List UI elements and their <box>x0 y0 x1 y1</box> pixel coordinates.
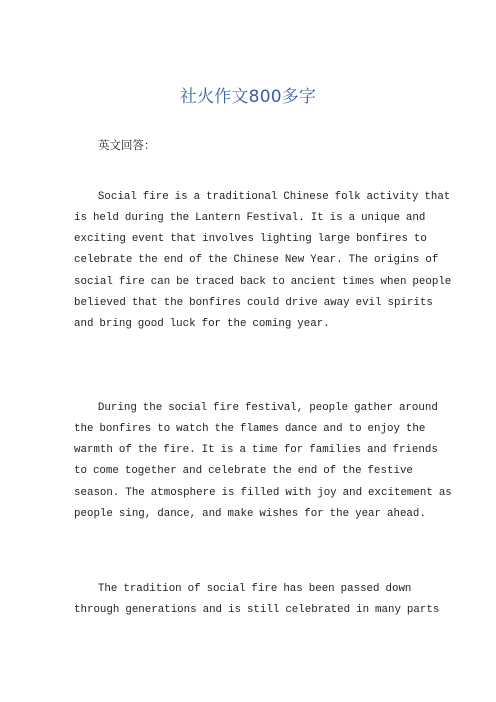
paragraph-line: to come together and celebrate the end of the festive <box>74 465 413 478</box>
paragraph-line: social fire can be traced back to ancient times when people <box>74 275 452 288</box>
paragraph-2 <box>74 398 452 525</box>
section-label: 英文回答： <box>98 138 156 152</box>
paragraph-line: During the social fire festival, people gather around <box>74 402 438 414</box>
document-title: 社火作文800多字 <box>179 87 317 107</box>
paragraph-line: celebrate the end of the Chinese New Year. The origins of <box>74 254 439 267</box>
paragraph-3 <box>74 579 440 621</box>
paragraph-line: warmth of the fire. It is a time for families and friends <box>74 444 438 457</box>
paragraph-line: The tradition of social fire has been passed down <box>74 583 412 595</box>
paragraph-line: believed that the bonfires could drive away evil spirits <box>74 296 433 309</box>
paragraph-line: is held during the Lantern Festival. It is a unique and <box>74 212 426 225</box>
paragraph-line: through generations and is still celebrated in many parts <box>74 604 440 617</box>
paragraph-line: season. The atmosphere is filled with joy and excitement as <box>74 486 452 499</box>
paragraph-line: and bring good luck for the coming year. <box>74 317 330 330</box>
paragraph-line: the bonfires to watch the flames dance and to enjoy the <box>74 423 426 436</box>
paragraph-line: people sing, dance, and make wishes for the year ahead. <box>74 507 426 520</box>
paragraph-line: Social fire is a traditional Chinese folk activity that <box>74 191 451 203</box>
paragraph-1 <box>74 187 452 335</box>
paragraph-line: exciting event that involves lighting large bonfires to <box>74 233 427 246</box>
